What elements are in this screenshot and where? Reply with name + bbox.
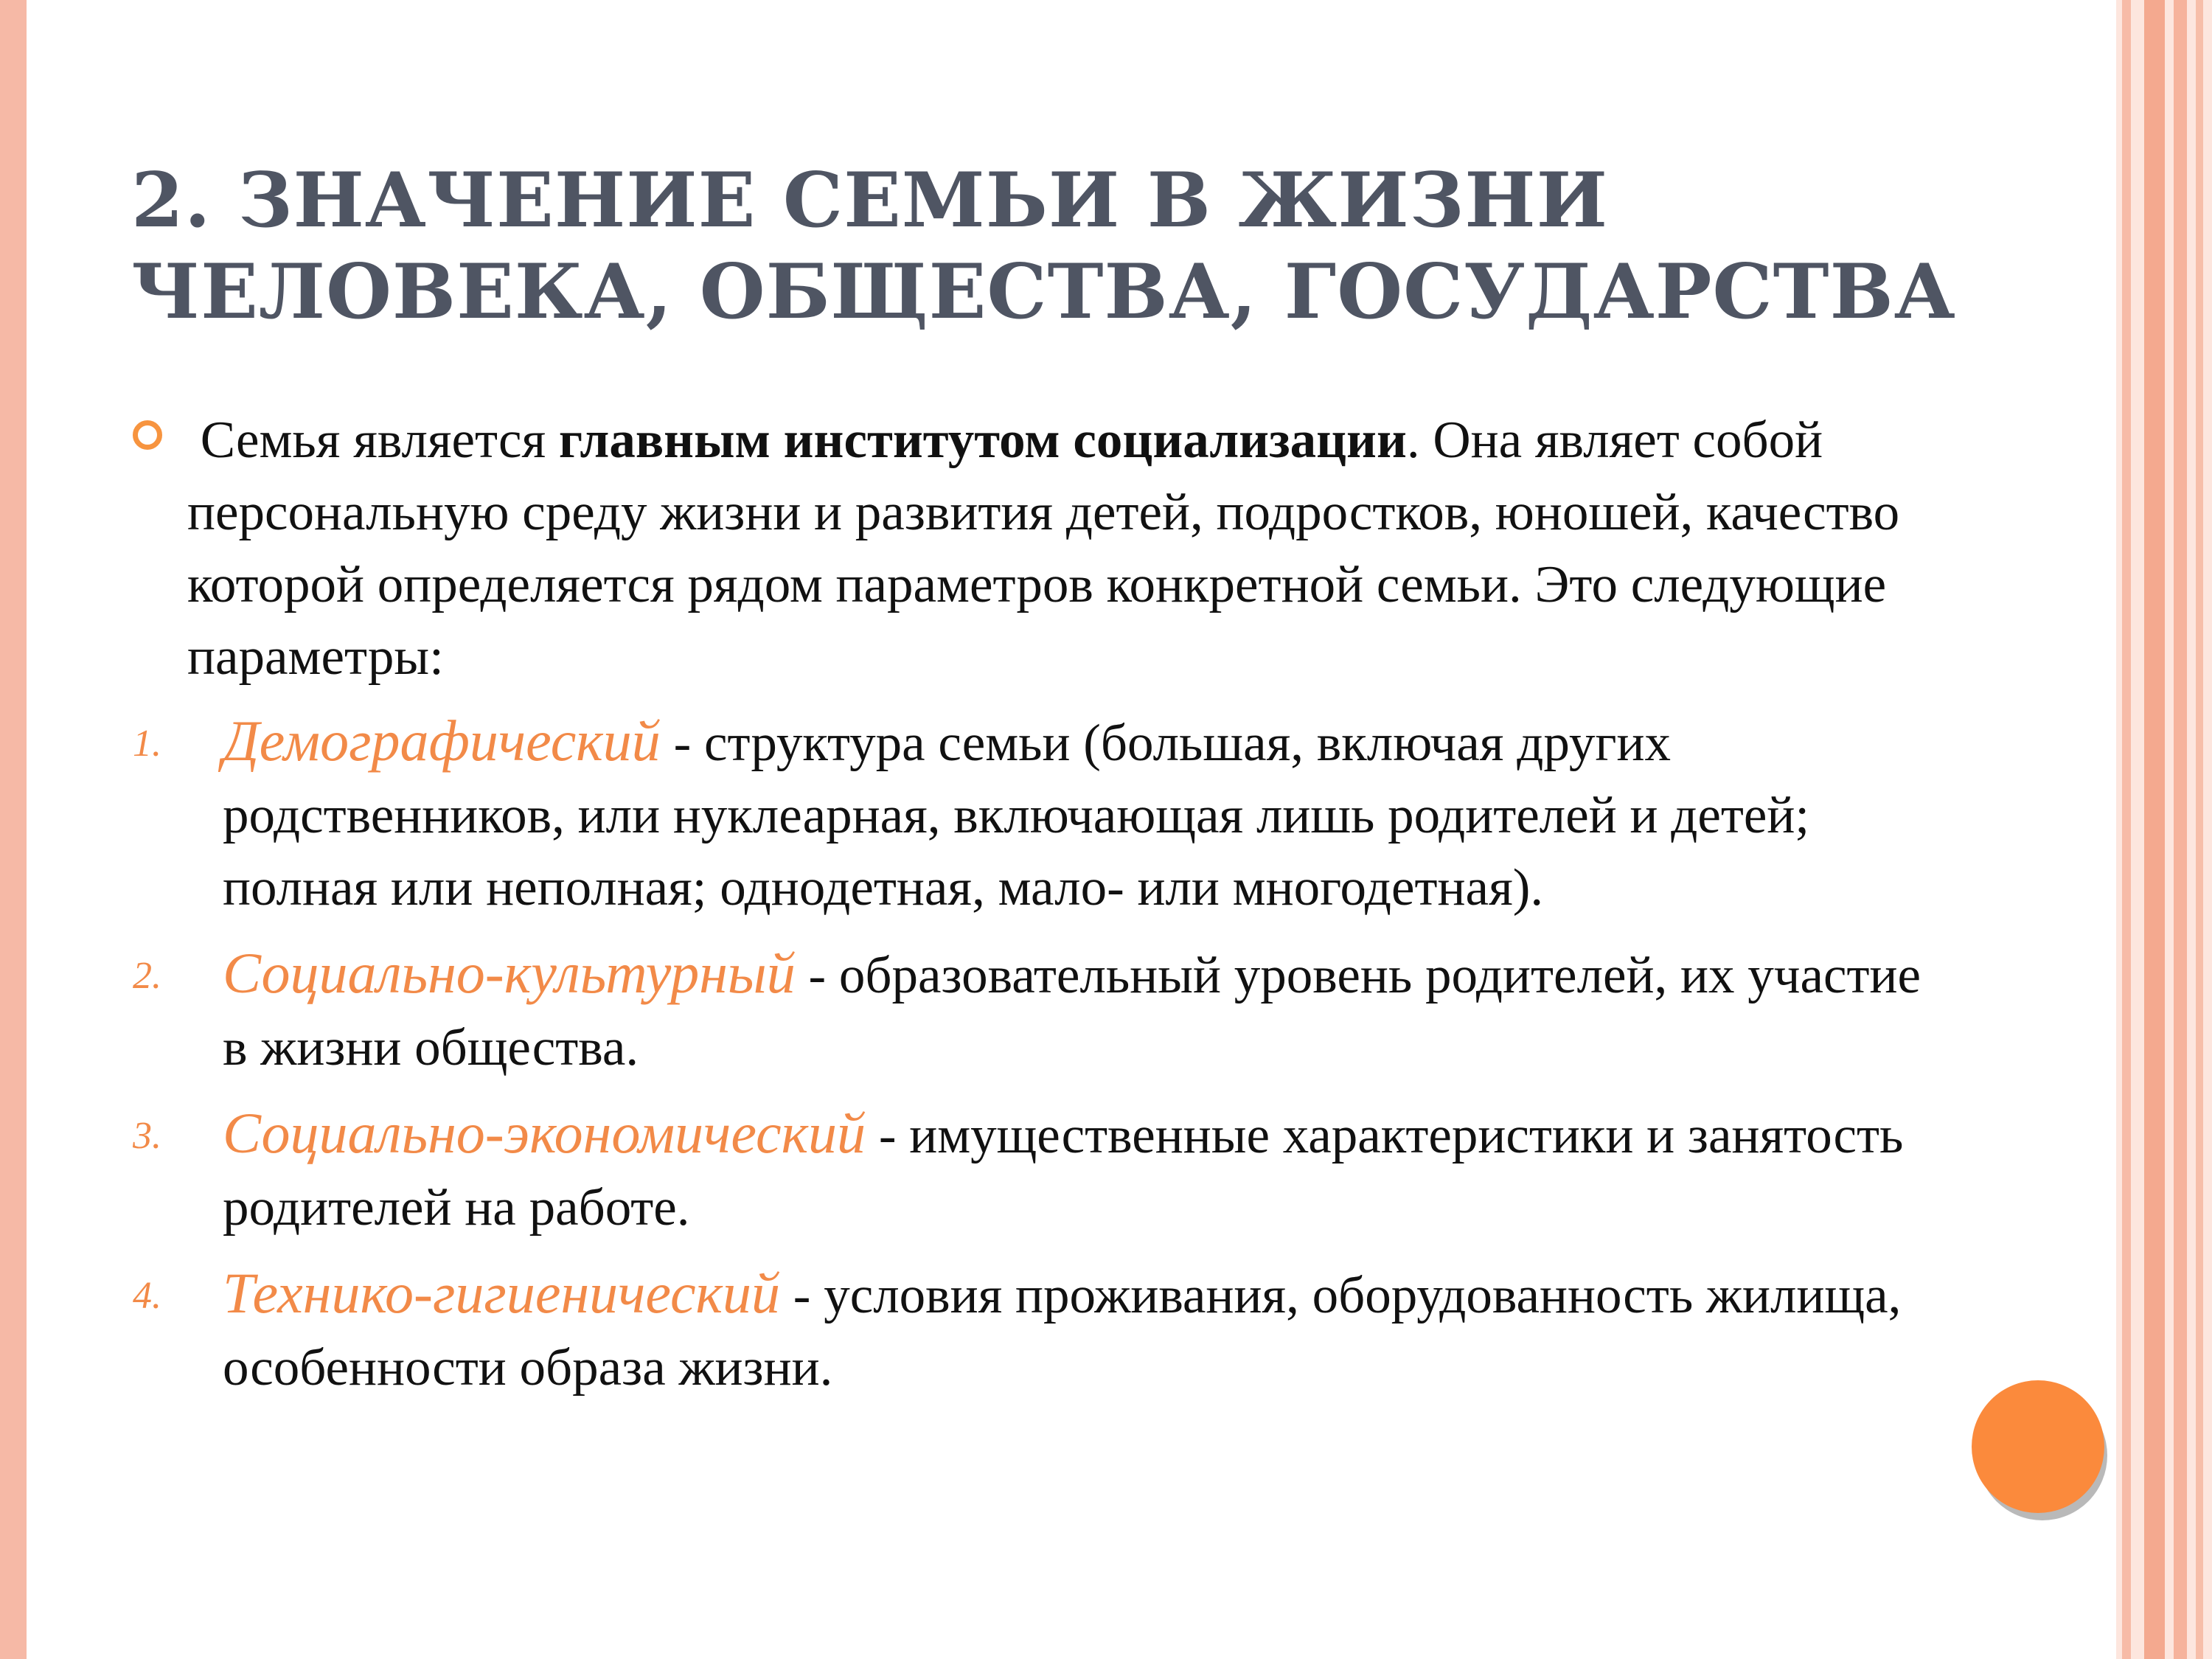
list-text: - структура семьи (большая, включая других родственников, или нуклеарная, включающая лишь родителей и детей; полная или неполная; однодетная, мало- или многодетная). [223, 714, 1810, 917]
list-item [133, 937, 1924, 1084]
list-item [133, 705, 1924, 924]
title-line-1: 2. ЗНАЧЕНИЕ СЕМЬИ В ЖИЗНИ [131, 156, 1608, 245]
list-term: Технико-гигиенический [223, 1261, 781, 1325]
ring-bullet-icon [133, 420, 162, 450]
slide-content [133, 404, 1924, 1417]
parameters-list [133, 705, 1924, 1404]
slide-title [131, 155, 2078, 338]
bullet-text-bold: главным институтом социализации [558, 411, 1407, 469]
list-number: 2. [133, 955, 161, 997]
right-border-line [2144, 0, 2165, 1659]
bullet-paragraph [133, 404, 1924, 693]
list-number: 4. [133, 1275, 161, 1317]
bullet-text-after: . Она являет собой персональную среду жизни и развития детей, подростков, юношей, качество которой определяется рядом параметров конкретной семьи. Это следующие параметры: [187, 411, 1900, 686]
list-term: Социально-культурный [223, 941, 796, 1005]
list-text: - условия проживания, оборудованность жилища, особенности образа жизни. [223, 1267, 1902, 1397]
left-border-stripe [0, 0, 27, 1659]
list-number: 3. [133, 1115, 161, 1157]
right-border-line [2122, 0, 2131, 1659]
bullet-text-before: Семья является [200, 411, 559, 469]
list-text: - имущественные характеристики и занятость родителей на работе. [223, 1107, 1904, 1237]
orange-circle-icon [1972, 1380, 2104, 1513]
bullet-text [187, 411, 1899, 686]
list-term: Социально-экономический [223, 1101, 866, 1165]
list-item [133, 1097, 1924, 1244]
right-border-line [2196, 0, 2203, 1659]
title-line-2: ЧЕЛОВЕКА, ОБЩЕСТВА, ГОСУДАРСТВА [131, 248, 1956, 336]
right-border-line [2174, 0, 2187, 1659]
list-number: 1. [133, 723, 161, 765]
list-term: Демографический [223, 709, 661, 773]
list-item [133, 1257, 1924, 1404]
list-text: - образовательный уровень родителей, их участие в жизни общества. [223, 947, 1921, 1077]
